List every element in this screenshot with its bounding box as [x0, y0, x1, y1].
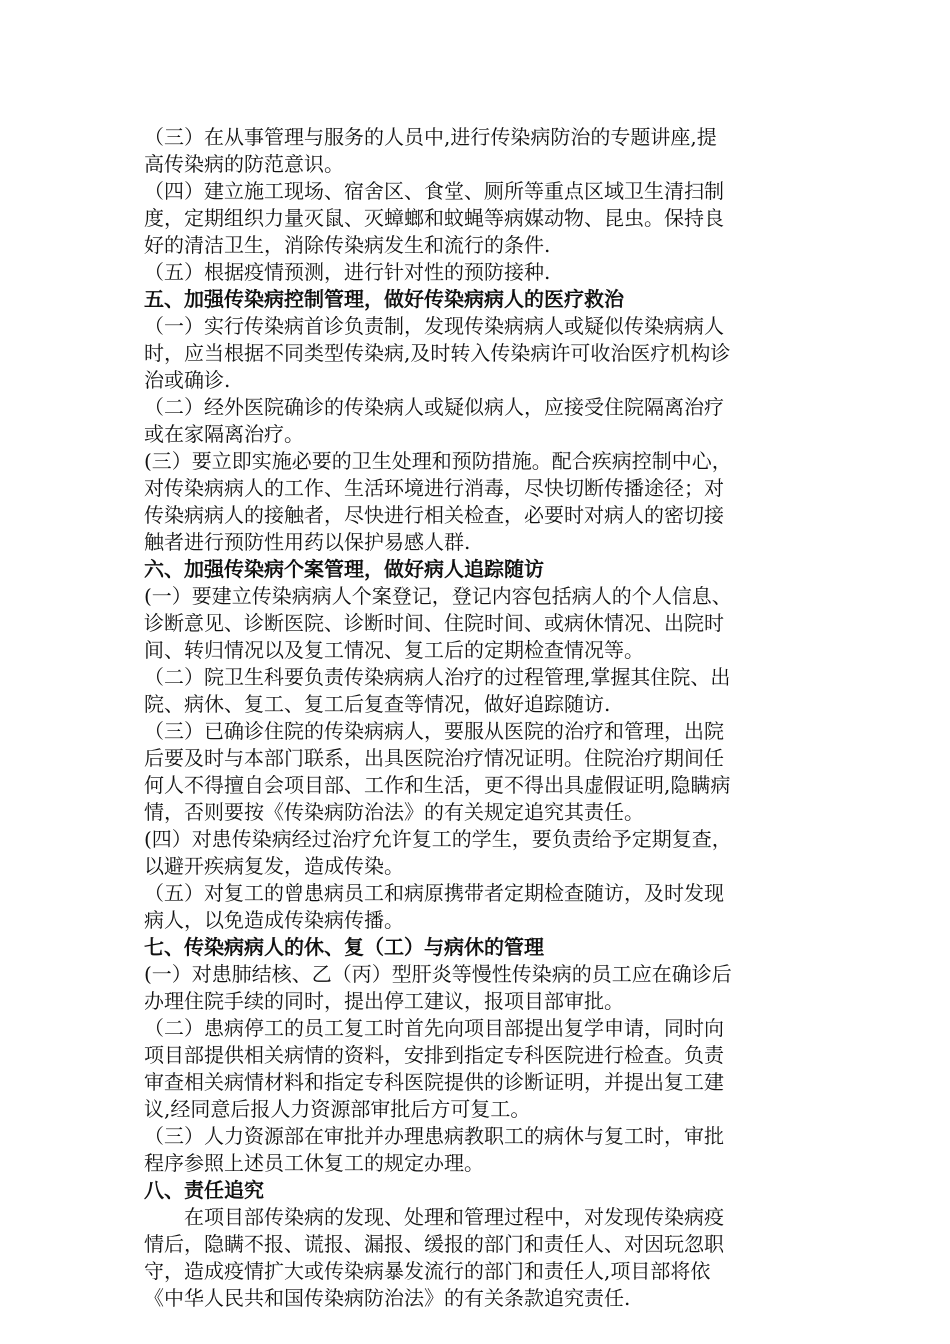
- paragraph-line: 《中华人民共和国传染病防治法》的有关条款追究责任.: [144, 1286, 631, 1310]
- paragraph-line: (一）对患肺结核、乙（丙）型肝炎等慢性传染病的员工应在确诊后: [144, 962, 732, 986]
- paragraph-line: 办理住院手续的同时，提出停工建议，报项目部审批。: [144, 989, 624, 1013]
- paragraph: [144, 1123, 808, 1177]
- paragraph-line: 高传染病的防范意识。: [144, 152, 344, 176]
- heading-text: 七、传染病病人的休、复（工）与病休的管理: [144, 935, 544, 959]
- paragraph: [144, 1204, 808, 1312]
- paragraph-line: （三）人力资源部在审批并办理患病教职工的病休与复工时，审批: [144, 1124, 724, 1148]
- paragraph-line: 对传染病病人的工作、生活环境进行消毒，尽快切断传播途径；对: [144, 476, 724, 500]
- heading-text: 五、加强传染病控制管理，做好传染病病人的医疗救治: [144, 287, 624, 311]
- paragraph: [144, 448, 808, 556]
- paragraph-line: 何人不得擅自会项目部、工作和生活，更不得出具虚假证明,隐瞒病: [144, 773, 731, 797]
- paragraph: [144, 124, 808, 178]
- paragraph-line: 情，否则要按《传染病防治法》的有关规定追究其责任。: [144, 800, 644, 824]
- paragraph-line: 后要及时与本部门联系，出具医院治疗情况证明。住院治疗期间任: [144, 746, 724, 770]
- paragraph-line: （一）实行传染病首诊负责制，发现传染病病人或疑似传染病病人: [144, 314, 724, 338]
- paragraph: [144, 259, 808, 286]
- paragraph-line: （三）已确诊住院的传染病病人，要服从医院的治疗和管理，出院: [144, 719, 724, 743]
- paragraph-line: 诊断意见、诊断医院、诊断时间、住院时间、或病休情况、出院时: [144, 611, 724, 635]
- paragraph-line: 在项目部传染病的发现、处理和管理过程中，对发现传染病疫: [184, 1205, 724, 1229]
- paragraph-line: (三）要立即实施必要的卫生处理和预防措施。配合疾病控制中心，: [144, 449, 732, 473]
- paragraph-line: 度，定期组织力量灭鼠、灭蟑螂和蚊蝇等病媒动物、昆虫。保持良: [144, 206, 724, 230]
- document-page: [144, 124, 808, 1312]
- paragraph-line: 项目部提供相关病情的资料，安排到指定专科医院进行检查。负责: [144, 1043, 724, 1067]
- paragraph-line: （二）经外医院确诊的传染病人或疑似病人，应接受住院隔离治疗: [144, 395, 724, 419]
- paragraph-line: （二）院卫生科要负责传染病病人治疗的过程管理,掌握其住院、出: [144, 665, 731, 689]
- paragraph-line: 病人，以免造成传染病传播。: [144, 908, 404, 932]
- paragraph-line: （五）对复工的曾患病员工和病原携带者定期检查随访，及时发现: [144, 881, 724, 905]
- paragraph-line: （四）建立施工现场、宿舍区、食堂、厕所等重点区域卫生清扫制: [144, 179, 724, 203]
- paragraph-line: （二）患病停工的员工复工时首先向项目部提出复学申请，同时向: [144, 1016, 724, 1040]
- paragraph-line: (一）要建立传染病病人个案登记，登记内容包括病人的个人信息、: [144, 584, 732, 608]
- paragraph-line: 守，造成疫情扩大或传染病暴发流行的部门和责任人,项目部将依: [144, 1259, 711, 1283]
- paragraph: [144, 313, 808, 394]
- paragraph: [144, 664, 808, 718]
- paragraph-line: （五）根据疫情预测，进行针对性的预防接种.: [144, 260, 551, 284]
- paragraph: [144, 826, 808, 880]
- section-heading: [144, 1177, 808, 1204]
- heading-text: 六、加强传染病个案管理，做好病人追踪随访: [144, 557, 544, 581]
- paragraph-line: 好的清洁卫生，消除传染病发生和流行的条件.: [144, 233, 551, 257]
- paragraph-line: 间、转归情况以及复工情况、复工后的定期检查情况等。: [144, 638, 644, 662]
- paragraph-line: 审查相关病情材料和指定专科医院提供的诊断证明，并提出复工建: [144, 1070, 724, 1094]
- paragraph-line: 治或确诊.: [144, 368, 231, 392]
- paragraph: [144, 583, 808, 664]
- heading-text: 八、责任追究: [144, 1178, 264, 1202]
- paragraph-line: 院、病休、复工、复工后复查等情况，做好追踪随访.: [144, 692, 611, 716]
- paragraph-line: 以避开疾病复发，造成传染。: [144, 854, 404, 878]
- paragraph: [144, 394, 808, 448]
- paragraph: [144, 178, 808, 259]
- paragraph-line: 议,经同意后报人力资源部审批后方可复工。: [144, 1097, 531, 1121]
- paragraph-line: 时，应当根据不同类型传染病,及时转入传染病许可收治医疗机构诊: [144, 341, 731, 365]
- paragraph: [144, 718, 808, 826]
- paragraph: [144, 880, 808, 934]
- paragraph-line: 或在家隔离治疗。: [144, 422, 304, 446]
- paragraph-line: 情后，隐瞒不报、谎报、漏报、缓报的部门和责任人、对因玩忽职: [144, 1232, 724, 1256]
- paragraph-line: 程序参照上述员工休复工的规定办理。: [144, 1151, 484, 1175]
- section-heading: [144, 286, 808, 313]
- paragraph-line: (四）对患传染病经过治疗允许复工的学生，要负责给予定期复查，: [144, 827, 732, 851]
- paragraph: [144, 1015, 808, 1123]
- paragraph-line: （三）在从事管理与服务的人员中,进行传染病防治的专题讲座,提: [144, 125, 717, 149]
- section-heading: [144, 934, 808, 961]
- paragraph: [144, 961, 808, 1015]
- section-heading: [144, 556, 808, 583]
- paragraph-line: 触者进行预防性用药以保护易感人群.: [144, 530, 471, 554]
- paragraph-line: 传染病病人的接触者，尽快进行相关检查，必要时对病人的密切接: [144, 503, 724, 527]
